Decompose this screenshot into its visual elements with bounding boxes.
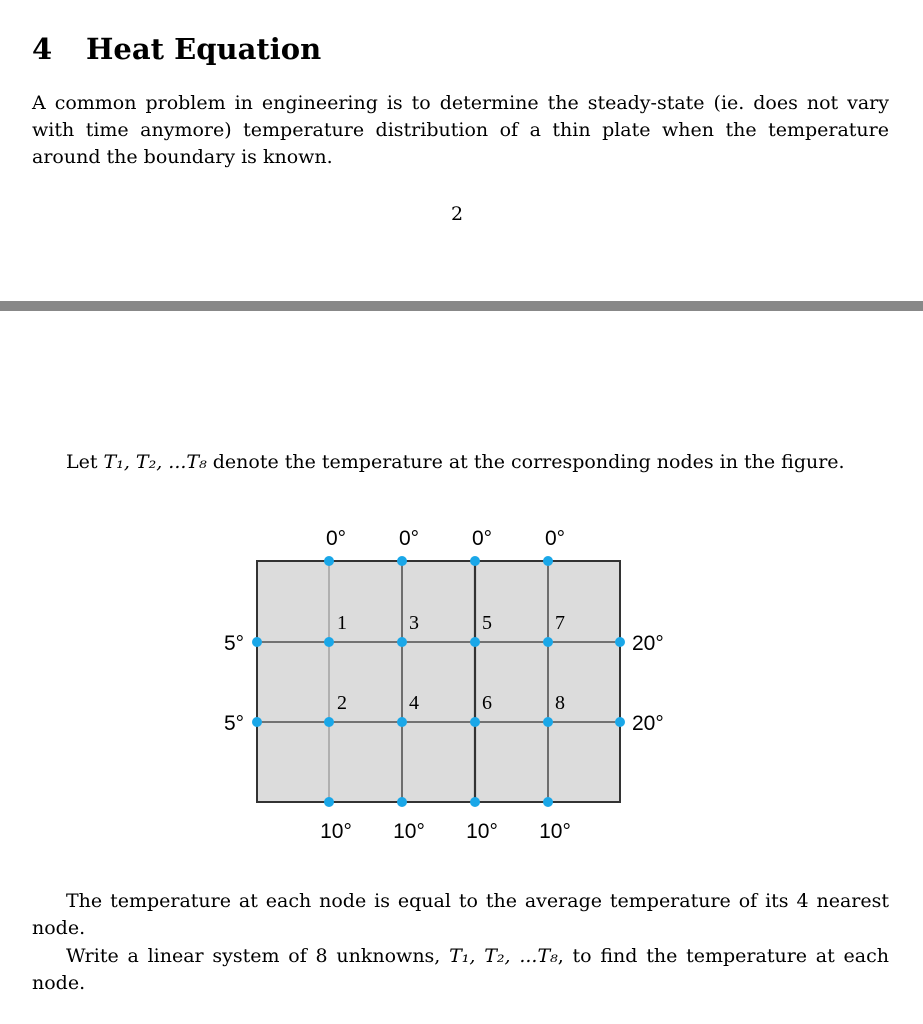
interior-node-dot-6	[470, 717, 480, 727]
node-label-6: 6	[482, 692, 492, 714]
interior-node-dot-3	[397, 637, 407, 647]
boundary-node-dot	[615, 637, 625, 647]
plate	[257, 561, 620, 802]
interior-node-dot-4	[397, 717, 407, 727]
boundary-node-dot	[324, 797, 334, 807]
boundary-node-dot	[252, 637, 262, 647]
task-variables: T₁, T₂, ...T₈	[449, 945, 558, 967]
node-label-5: 5	[482, 612, 492, 634]
boundary-node-dot	[397, 797, 407, 807]
boundary-node-dot	[252, 717, 262, 727]
node-label-8: 8	[555, 692, 565, 714]
bottom-temp-label: 10°	[393, 820, 425, 843]
section-number: 4	[32, 32, 53, 66]
boundary-node-dot	[470, 797, 480, 807]
node-label-1: 1	[337, 612, 347, 634]
task-paragraph	[32, 943, 889, 997]
variables-list: T₁, T₂, ...T₈	[103, 451, 207, 473]
boundary-node-dot	[397, 556, 407, 566]
boundary-node-dot	[470, 556, 480, 566]
variables-suffix: denote the temperature at the corresponding nodes in the figure.	[206, 451, 845, 473]
interior-node-dot-8	[543, 717, 553, 727]
node-label-4: 4	[409, 692, 419, 714]
right-temp-label: 20°	[632, 712, 664, 735]
right-temp-label: 20°	[632, 632, 664, 655]
top-temp-label: 0°	[471, 527, 493, 550]
bottom-temp-label: 10°	[320, 820, 352, 843]
top-temp-label: 0°	[325, 527, 347, 550]
interior-node-dot-1	[324, 637, 334, 647]
bottom-boundary-labels	[320, 820, 571, 843]
page-number: 2	[451, 203, 464, 225]
top-temp-label: 0°	[398, 527, 420, 550]
bottom-temp-label: 10°	[539, 820, 571, 843]
interior-node-dot-2	[324, 717, 334, 727]
node-label-3: 3	[409, 612, 419, 634]
left-temp-label: 5°	[224, 632, 245, 655]
node-label-2: 2	[337, 692, 347, 714]
average-paragraph: The temperature at each node is equal to the average temperature of its 4 nearest node.	[32, 890, 889, 939]
boundary-node-dot	[324, 556, 334, 566]
right-boundary-labels	[632, 632, 664, 735]
top-boundary-labels	[326, 527, 565, 550]
section-title: Heat Equation	[86, 32, 322, 66]
boundary-node-dot	[543, 797, 553, 807]
left-boundary-labels	[224, 632, 244, 735]
top-temp-label: 0°	[544, 527, 566, 550]
node-label-7: 7	[555, 612, 565, 634]
interior-node-dot-7	[543, 637, 553, 647]
intro-paragraph: A common problem in engineering is to determine the steady-state (ie. does not vary with time anymore) temperature distribution of a thin plate when the temperature around the boundary is known.	[32, 92, 889, 168]
interior-node-dot-5	[470, 637, 480, 647]
left-temp-label: 5°	[224, 712, 245, 735]
bottom-temp-label: 10°	[466, 820, 498, 843]
task-prefix: Write a linear system of 8 unknowns,	[66, 945, 450, 967]
task-suffix: , to find the temperature at each node.	[32, 945, 889, 994]
boundary-node-dot	[543, 556, 553, 566]
variables-prefix: Let	[66, 451, 104, 473]
boundary-node-dot	[615, 717, 625, 727]
